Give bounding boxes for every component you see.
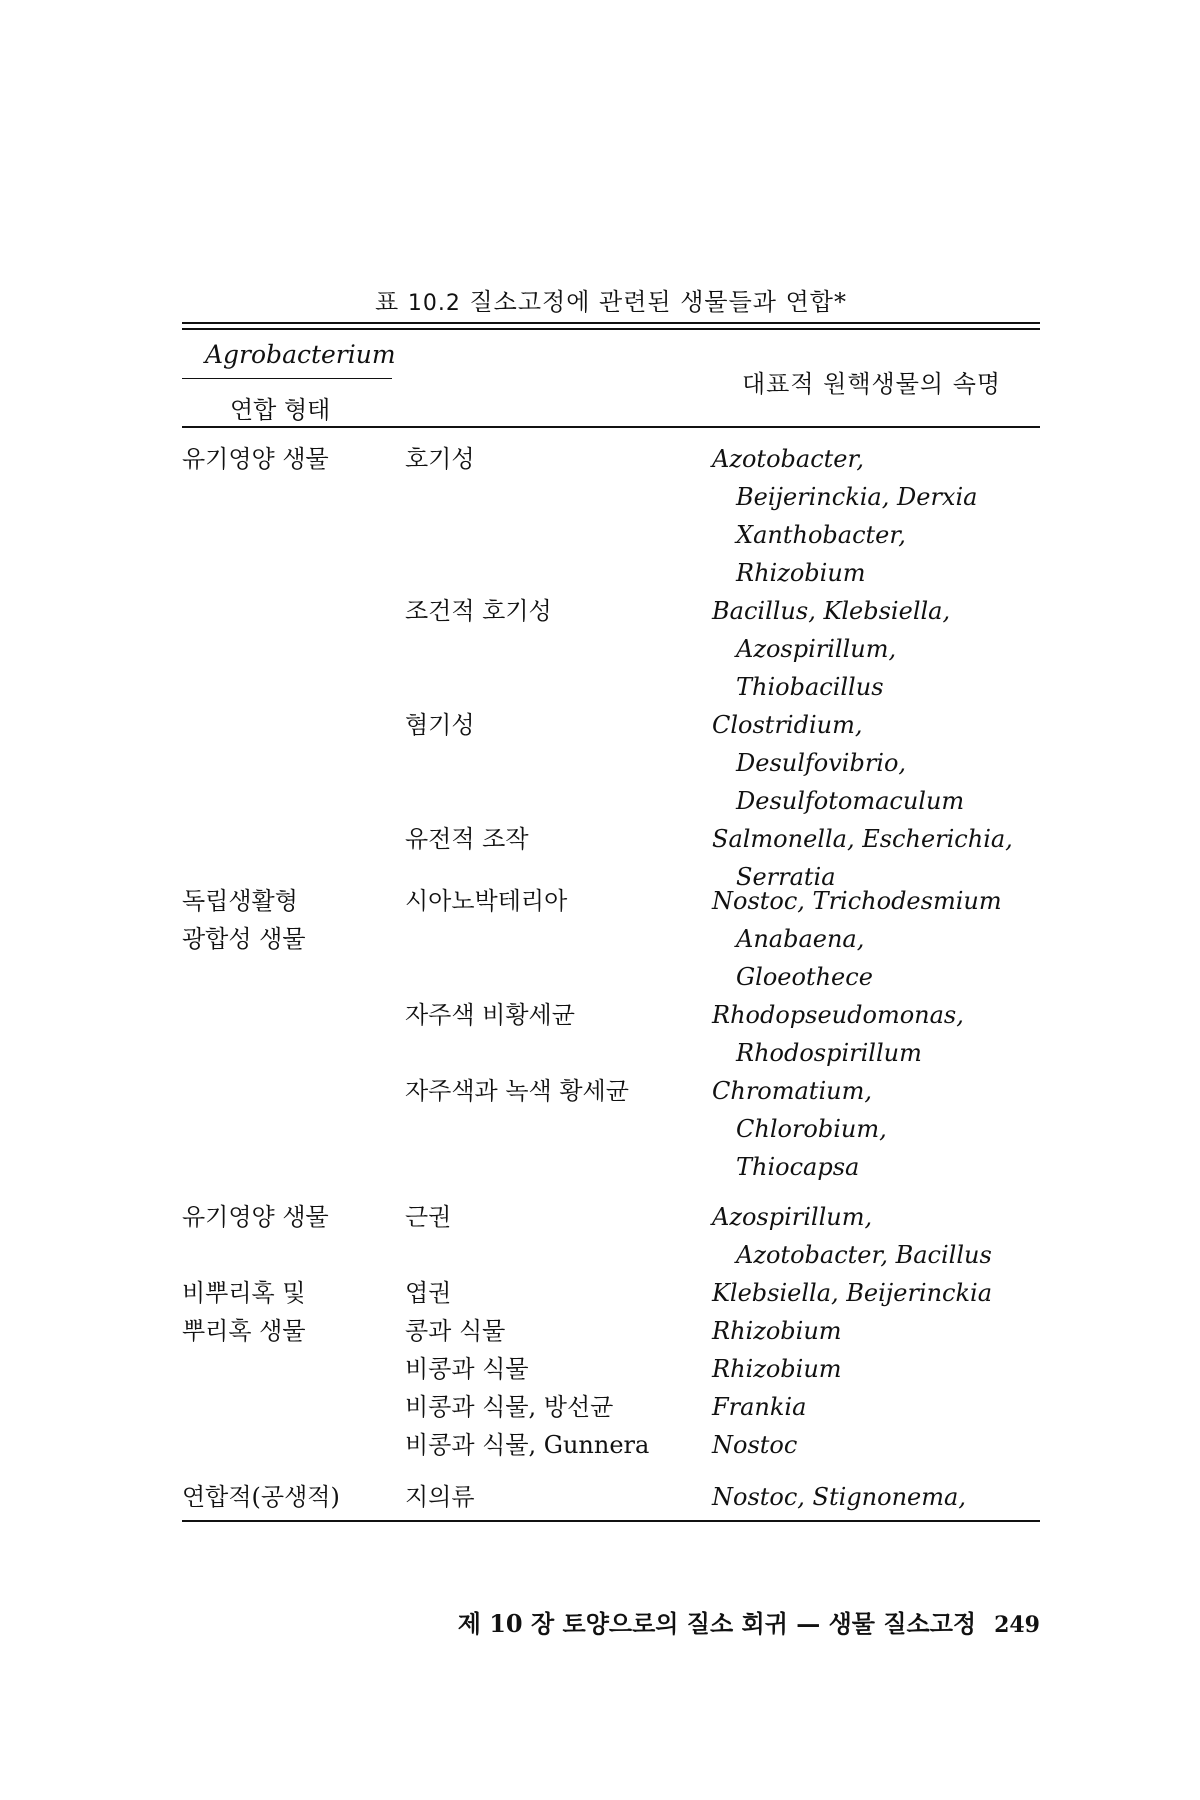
genus-name: Azotobacter, Bacillus xyxy=(736,1241,992,1269)
cell-association-type: 근권 xyxy=(405,1203,452,1231)
caption-prefix: 표 xyxy=(375,288,400,316)
genus-name: Rhizobium xyxy=(712,1355,842,1383)
cell-genera xyxy=(712,440,1042,592)
cell-genera xyxy=(712,1478,1042,1516)
header-left-bottom: 연합 형태 xyxy=(230,396,331,424)
cell-genera xyxy=(712,1072,1042,1186)
cell-association-type: 혐기성 xyxy=(405,711,475,739)
cell-association-type: 엽권 콩과 식물 비콩과 식물 비콩과 식물, 방선균 비콩과 식물, Gunnera xyxy=(405,1279,650,1459)
genus-name: Desulfovibrio, xyxy=(736,749,907,777)
genus-name: Anabaena, xyxy=(736,925,865,953)
page-number: 249 xyxy=(994,1612,1040,1638)
cell-genera xyxy=(712,592,1042,706)
cell-association-group: 비뿌리혹 및 뿌리혹 생물 xyxy=(182,1279,306,1345)
genus-name: Rhizobium xyxy=(712,1317,842,1345)
cell-genera xyxy=(712,1274,1042,1464)
genus-name: Salmonella, Escherichia, xyxy=(712,825,1013,853)
genus-name: Nostoc, Trichodesmium xyxy=(712,887,1002,915)
running-footer xyxy=(420,1604,1040,1639)
bottom-rule xyxy=(182,1520,1040,1522)
cell-association-type: 조건적 호기성 xyxy=(405,597,552,625)
genus-name: Xanthobacter, xyxy=(736,521,906,549)
cell-association-group: 유기영양 생물 xyxy=(182,1203,329,1231)
genus-name: Beijerinckia, Derxia xyxy=(736,483,978,511)
table-caption xyxy=(182,282,1040,317)
genus-name: Desulfotomaculum xyxy=(736,787,965,815)
genus-name: Klebsiella, Beijerinckia xyxy=(712,1279,993,1307)
cell-association-type: 지의류 xyxy=(405,1483,475,1511)
header-sub-rule xyxy=(182,378,392,379)
genus-name: Gloeothece xyxy=(736,963,873,991)
cell-association-group: 연합적(공생적) xyxy=(182,1483,340,1511)
cell-association-group: 독립생활형 광합성 생물 xyxy=(182,887,306,953)
top-rule-1 xyxy=(182,322,1040,324)
genus-name: Azotobacter, xyxy=(712,445,864,473)
footer-chapter: 제 10 장 토양으로의 질소 회귀 — 생물 질소고정 xyxy=(457,1609,977,1638)
header-rule xyxy=(182,426,1040,428)
caption-number: 10.2 xyxy=(407,291,461,316)
genus-name: Nostoc, Stignonema, xyxy=(712,1483,966,1511)
genus-name: Chlorobium, xyxy=(736,1115,887,1143)
cell-genera xyxy=(712,706,1042,820)
top-rule-2 xyxy=(182,328,1040,330)
cell-genera xyxy=(712,882,1042,996)
header-right: 대표적 원핵생물의 속명 xyxy=(742,370,1002,398)
genus-name: Nostoc xyxy=(712,1431,798,1459)
header-left-top: Agrobacterium xyxy=(205,340,396,369)
caption-title: 질소고정에 관련된 생물들과 연합* xyxy=(469,288,847,316)
cell-genera xyxy=(712,996,1042,1072)
genus-name: Rhodospirillum xyxy=(736,1039,922,1067)
genus-name: Rhizobium xyxy=(736,559,866,587)
cell-association-type: 시아노박테리아 xyxy=(405,887,568,915)
genus-name: Azospirillum, xyxy=(712,1203,873,1231)
cell-association-type: 자주색 비황세균 xyxy=(405,1001,575,1029)
genus-name: Azospirillum, xyxy=(736,635,897,663)
genus-name: Serratia xyxy=(736,863,836,891)
genus-name: Clostridium, xyxy=(712,711,863,739)
genus-name: Rhodopseudomonas, xyxy=(712,1001,964,1029)
cell-association-type: 유전적 조작 xyxy=(405,825,529,853)
cell-association-type: 자주색과 녹색 황세균 xyxy=(405,1077,629,1105)
genus-name: Thiocapsa xyxy=(736,1153,860,1181)
genus-name: Bacillus, Klebsiella, xyxy=(712,597,951,625)
genus-name: Thiobacillus xyxy=(736,673,884,701)
cell-association-group: 유기영양 생물 xyxy=(182,445,329,473)
genus-name: Chromatium, xyxy=(712,1077,872,1105)
cell-genera xyxy=(712,1198,1042,1274)
genus-name: Frankia xyxy=(712,1393,807,1421)
cell-association-type: 호기성 xyxy=(405,445,475,473)
